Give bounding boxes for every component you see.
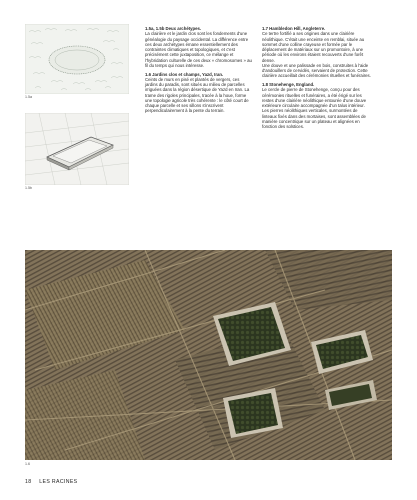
section-1-5-body: La clairière et le jardin clos sont les fondements d'une généalogie du paysage occidental. La différence entre ces deux archétypes émane essentiellement des contraintes climatiques et topologiques, et c'est précisément cette juxtaposition, ce mélange et l'hybridation culturelle de ces deux « chromosomes » au fil du temps qui nous intéresse.: [145, 31, 252, 68]
section-1-8-heading: 1.8 Stonehenge, England.: [262, 82, 315, 88]
section-1-5-heading: 1.5a, 1.5b Deux archétypes.: [145, 26, 202, 31]
section-1-7-heading: 1.7 Hambledon Hill, Angleterre.: [262, 26, 326, 31]
section-1-7-body-2: Une douve et une palissade en bois, construites à l'aide d'andouillers de cervidés, servaient de protection. Cette clairière accueillait des cérémonies rituelles et funéraires.: [262, 62, 371, 79]
figure-1-5a-clearing-sketch: [25, 24, 129, 94]
clearing-sketch-illustration: [25, 24, 129, 94]
figure-1-6-aerial-photo-yazd: [25, 250, 392, 460]
section-1-6-heading: 1.6 Jardins clos et champs, Yazd, Iran.: [145, 71, 224, 77]
section-1-6-body: Ceints de murs en pisé et plantés de vergers, ces jardins du paradis, sont situés au milieu de parcelles irriguées dans la région désertique de Yazd en Iran. La trame des rigoles principales, tracée à la houe, forme une topologie agricole très cohérente : le côté court de chaque parcelle et ses sillons s'inscrivent perpendiculairement à la pente du terrain.: [145, 76, 250, 114]
figure-1-6-tag: 1.6: [25, 462, 30, 466]
aerial-fields-image: [25, 250, 392, 460]
walled-garden-sketch-illustration: [25, 113, 129, 185]
section-1-8-body: Le cercle de pierre de Stonehenge, conçu pour des cérémonies rituelles et funéraires, a été érigé sur les restes d'une clairière néolithique entourée d'une douve extérieure circulaire accompagnée d'un talus intérieur. Les pierres néolithiques verticales, surmontées de linteaux fixés dans des mortaises, sont assemblées de manière concentrique sur un plateau et alignées en fonction des solstices.: [262, 87, 367, 130]
text-column-left: [145, 26, 253, 117]
section-1-7-body-1: Ce tertre fortifié a ses origines dans une clairière néolithique. C'était une enceinte en remblai, située au sommet d'une colline crayeuse et formée par le déplacement de matériaux sur un promontoire, à une période où les environs étaient recouverts d'une forêt dense.: [262, 31, 365, 63]
text-column-right: [262, 26, 372, 133]
figure-1-5a-tag: 1.5a: [25, 95, 32, 99]
page-footer: [25, 479, 77, 485]
page-number: 18: [25, 479, 32, 485]
figure-1-5b-walled-garden-sketch: [25, 113, 129, 185]
figure-1-5b-tag: 1.5b: [25, 186, 32, 190]
running-title: LES RACINES: [39, 479, 78, 485]
